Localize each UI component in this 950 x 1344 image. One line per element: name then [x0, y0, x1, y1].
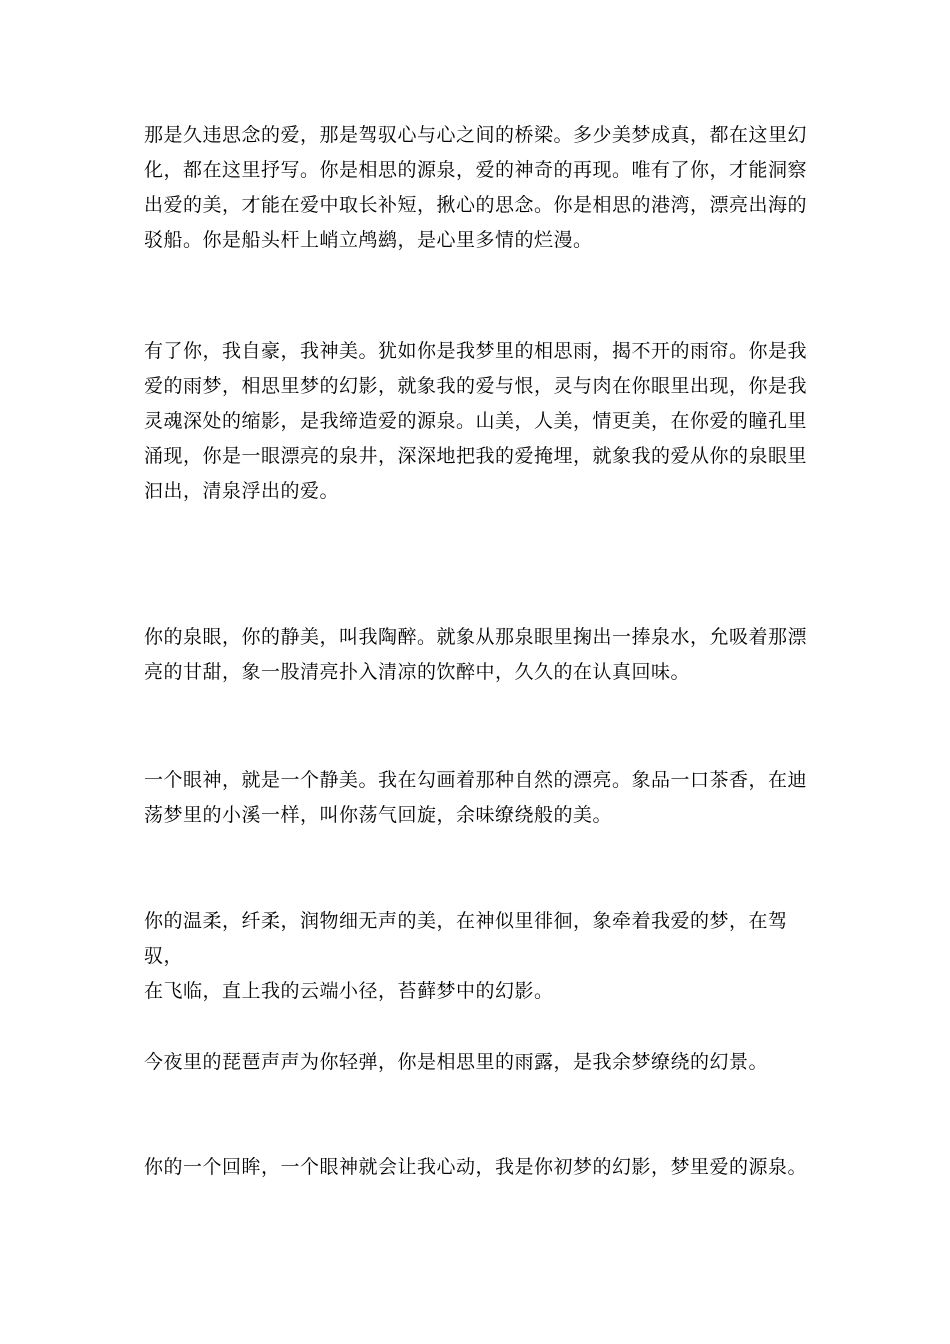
paragraph-7: 你的一个回眸，一个眼神就会让我心动，我是你初梦的幻影，梦里爱的源泉。 [144, 1156, 808, 1178]
paragraph-6: 今夜里的琵琶声声为你轻弹，你是相思里的雨露，是我余梦缭绕的幻景。 [144, 1051, 769, 1073]
paragraph-4: 一个眼神，就是一个静美。我在勾画着那种自然的漂亮。象品一口茶香，在迪 荡梦里的小溪一样，叫你荡气回旋，余味缭绕般的美。 [144, 769, 808, 826]
paragraph-2: 有了你，我自豪，我神美。犹如你是我梦里的相思雨，揭不开的雨帘。你是我 爱的雨梦，相思里梦的幻影，就象我的爱与恨，灵与肉在你眼里出现，你是我 灵魂深处的缩影，是我缔造爱的源泉。山美，人美，情更美，在你爱的瞳孔里 涌现，你是一眼漂亮的泉井，深深地把我的爱掩埋，就象我的爱从你的泉眼里 汩出，清泉浮出的爱。 [144, 340, 808, 502]
paragraph-5: 你的温柔，纤柔，润物细无声的美，在神似里徘徊，象牵着我爱的梦，在驾驭， 在飞临，直上我的云端小径，苔藓梦中的幻影。 [144, 910, 788, 1002]
paragraph-1: 那是久违思念的爱，那是驾驭心与心之间的桥梁。多少美梦成真，都在这里幻 化，都在这里抒写。你是相思的源泉，爱的神奇的再现。唯有了你，才能洞察 出爱的美，才能在爱中取长补短，揪心的思念。你是相思的港湾，漂亮出海的 驳船。你是船头杆上峭立鸬鹚，是心里多情的烂漫。 [144, 124, 808, 251]
paragraph-3: 你的泉眼，你的静美，叫我陶醉。就象从那泉眼里掬出一捧泉水，允吸着那漂 亮的甘甜，象一股清亮扑入清凉的饮醉中，久久的在认真回味。 [144, 626, 808, 683]
